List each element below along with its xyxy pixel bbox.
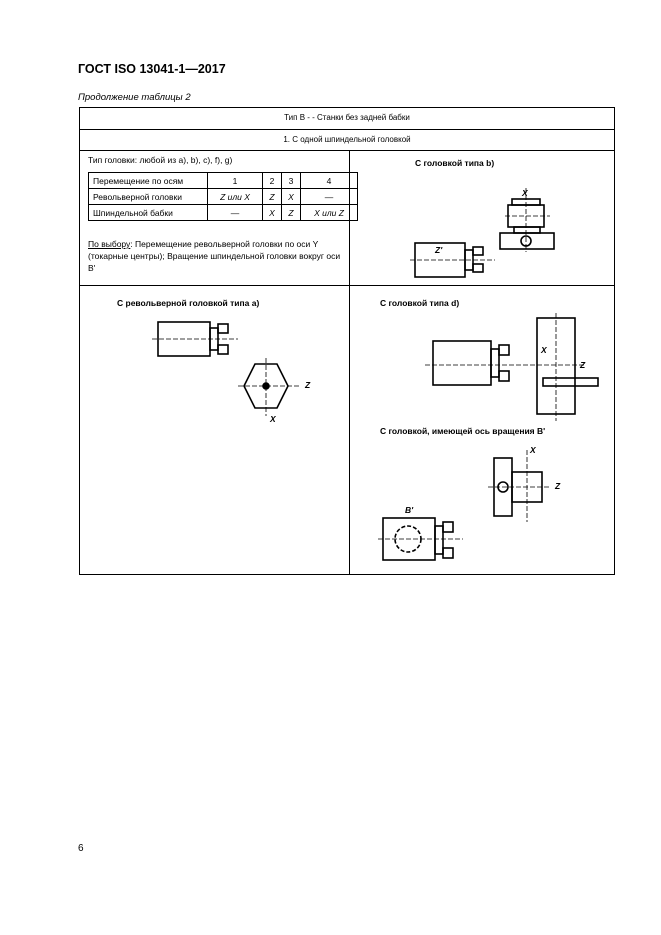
fig-a-diagram <box>150 318 330 438</box>
fig-a-axis-z: Z <box>305 380 311 390</box>
axes-table <box>88 172 358 221</box>
fig-rot-caption: С головкой, имеющей ось вращения B' <box>380 426 546 436</box>
fig-rot-axis-z: Z <box>555 481 561 491</box>
table-row <box>89 173 358 189</box>
fig-d-axis-z: Z <box>580 360 586 370</box>
table-cell: — <box>301 189 358 205</box>
group-row: 1. С одной шпиндельной головкой <box>283 135 411 144</box>
table-2 <box>79 107 615 575</box>
table-continuation-caption: Продолжение таблицы 2 <box>78 92 191 103</box>
fig-b-axis-z: Z' <box>435 245 443 255</box>
page-number: 6 <box>78 843 84 854</box>
type-row: Тип B - - Станки без задней бабки <box>284 113 410 122</box>
row-label: Револьверной головки <box>89 189 208 205</box>
table-cell: X <box>263 205 282 221</box>
table-cell: — <box>208 205 263 221</box>
fig-a-axis-x: X <box>270 414 276 424</box>
table-row <box>89 189 358 205</box>
row-label: Шпиндельной бабки <box>89 205 208 221</box>
table-cell: Z <box>263 189 282 205</box>
table-cell: X или Z <box>301 205 358 221</box>
table-cell: X <box>282 189 301 205</box>
fig-rot-axis-x: X <box>530 445 536 455</box>
table-cell: Z или X <box>208 189 263 205</box>
fig-a-caption: С револьверной головкой типа a) <box>117 298 260 308</box>
option-label: По выбору <box>88 239 131 249</box>
fig-b-caption: С головкой типа b) <box>415 158 495 168</box>
axes-header-label: Перемещение по осям <box>89 173 208 189</box>
table-row <box>89 205 358 221</box>
axes-header-4: 4 <box>301 173 358 189</box>
table-cell: Z <box>282 205 301 221</box>
option-text: : Перемещение револьверной головки по оси Y (токарные центры); Вращение шпиндельной головки вокруг оси B' <box>88 239 341 273</box>
fig-b-diagram <box>410 170 560 280</box>
axes-header-1: 1 <box>208 173 263 189</box>
option-note <box>88 238 346 274</box>
axes-header-3: 3 <box>282 173 301 189</box>
standard-code: ГОСТ ISO 13041-1—2017 <box>78 62 226 76</box>
axes-header-2: 2 <box>263 173 282 189</box>
fig-b-axis-x: X <box>522 188 528 198</box>
fig-rot-axis-b: B' <box>405 505 414 515</box>
head-types-text: Тип головки: любой из a), b), c), f), g) <box>88 155 233 165</box>
fig-d-caption: С головкой типа d) <box>380 298 460 308</box>
fig-d-diagram <box>425 313 615 423</box>
fig-d-axis-x: X <box>541 345 547 355</box>
